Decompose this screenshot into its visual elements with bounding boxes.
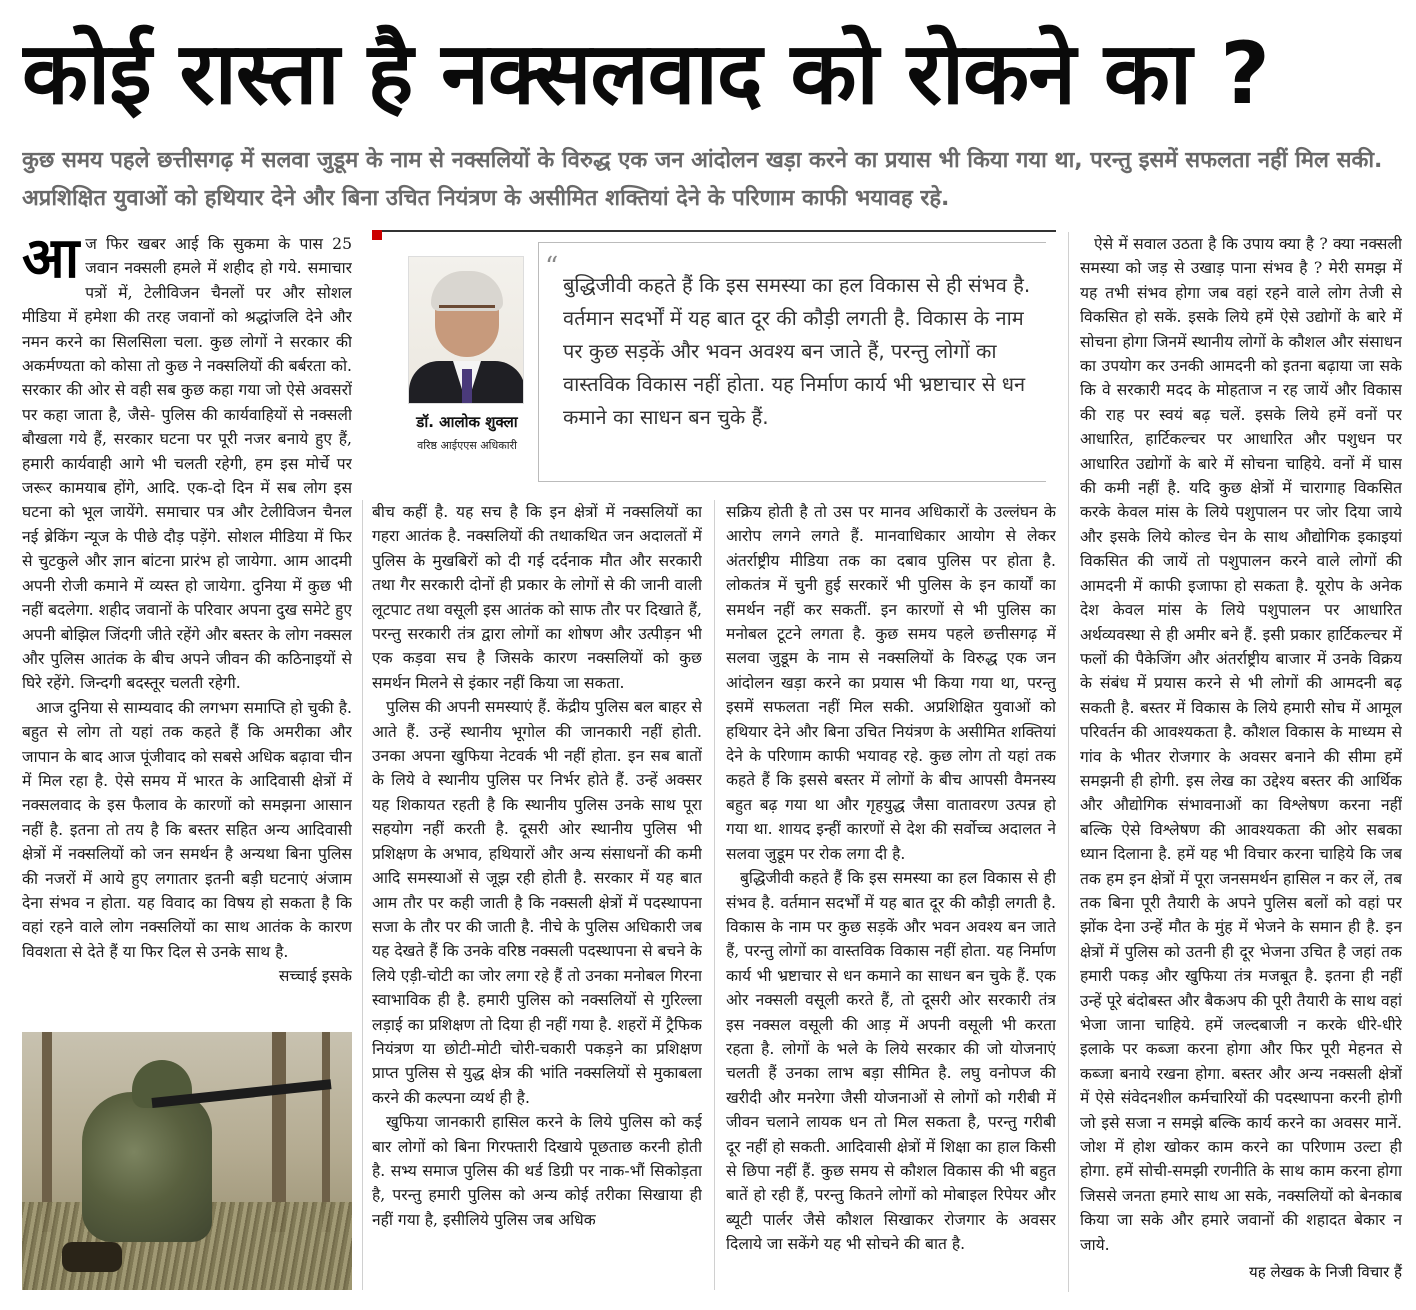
pull-quote-text: बुद्धिजीवी कहते हैं कि इस समस्या का हल विकास से ही संभव है. वर्तमान सदर्भों में यह बात दूर की कौड़ी लगती है. विकास के नाम पर कुछ सड़कें और भवन अवश्य बन जाते हैं, परन्तु लोगों का वास्तविक विकास नहीं होता. यह निर्माण कार्य भी भ्रष्टाचार से धन कमाने का साधन बन चुके हैं.: [563, 273, 1031, 429]
paragraph: खुफिया जानकारी हासिल करने के लिये पुलिस को कई बार लोगों को बिना गिरफ्तारी दिखाये पूछताछ करनी होती है. सभ्य समाज पुलिस की थर्ड डिग्री पर नाक-भौं सिकोड़ता है, परन्तु हमारी पुलिस को अन्य कोई तरीका सिखाया ही नहीं गया है, इसीलिये पुलिस जब अधिक: [372, 1113, 702, 1229]
paragraph: ऐसे में सवाल उठता है कि उपाय क्या है ? क्या नक्सली समस्या को जड़ से उखाड़ पाना संभव है ? मेरी समझ में यह तभी संभव होगा जब वहां रहने वाले लोग तेजी से विकसित हो सकें. इसके लिये हमें ऐसे उद्योगों के बारे में सोचना होगा जिनमें स्थानीय लोगों के कौशल और संसाधन का उपयोग कर उनकी आमदनी को इतना बढ़ाया जा सके कि वे सरकारी मदद के मोहताज न रह जायें और विकास की राह पर स्वयं बढ़ चलें. इसके लिये हमें वनों पर आधारित, हार्टिकल्चर पर आधारित और पशुधन पर आधारित उद्योगों के बारे में सोचना चाहिये. वनों में घास की कमी नहीं है. यदि कुछ क्षेत्रों में चारागाह विकसित करके केवल मांस के लिये पशुपालन पर जोर दिया जाये और इसके लिये कोल्ड चेन के साथ औद्योगिक इकाइयां विकसित की जायें तो पशुपालन करने वाले लोगों की आमदनी में काफी इजाफा हो सकता है. यूरोप के अनेक देश केवल मांस के लिये पशुपालन पर आधारित अर्थव्यवस्था से ही अमीर बने हैं. इसी प्रकार हार्टिकल्चर में फलों की पैकेजिंग और अंतर्राष्ट्रीय बाजार में उनके विक्रय के संबंध में प्रयास करने से भी लोगों की आमदनी बढ़ सकती है. बस्तर में विकास के लिये हमारी सोच में आमूल परिवर्तन की आवश्यकता है. कौशल विकास के माध्यम से गांव के भीतर रोजगार के अवसर बनाने की सीमा हमें समझनी ही होगी. इस लेख का उद्देश्य बस्तर की आर्थिक और औद्योगिक संभावनाओं का विश्लेषण करना नहीं बल्कि ऐसे विश्लेषण की आवश्यकता की ओर सबका ध्यान दिलाना है. हमें यह भी विचार करना चाहिये कि जब तक हम इन क्षेत्रों में पूरा जनसमर्थन हासिल न कर लें, तब तक बिना पूरी तैयारी के अपने पुलिस बलों को वहां पर झोंक देना उन्हें मौत के मुंह में भेजने के समान ही है. इन क्षेत्रों में पुलिस को उतनी ही दूर भेजना उचित है जहां तक हमारी पकड़ और खुफिया तंत्र मजबूत है. इतना ही नहीं उन्हें पूरे बंदोबस्त और बैकअप की पूरी तैयारी के साथ वहां भेजा जाना चाहिये. हमें जल्दबाजी न करके धीरे-धीरे इलाके पर कब्जा करना होगा और फिर पूरी मेहनत से कब्जा बनाये रखना होगा. बस्तर और अन्य नक्सली क्षेत्रों में ऐसे संवेदनशील कर्मचारियों की पदस्थापना करनी होगी जो इसे सजा न समझे बल्कि कार्य करने का अवसर मानें. जोश में होश खोकर काम करने का परिणाम उल्टा ही होगा. हमें सोची-समझी रणनीति के साथ काम करना होगा जिससे जनता हमारे साथ आ सके, नक्सलियों को बेनकाब किया जा सके और हमारे जवानों की शहादत बेकार न जाये.: [1080, 235, 1402, 1254]
column-divider: [362, 500, 363, 1290]
quote-icon: “: [545, 252, 559, 282]
disclaimer: यह लेखक के निजी विचार हैं: [1249, 1263, 1402, 1281]
pull-quote: [538, 242, 1046, 482]
article-column-3: [726, 500, 1056, 1290]
deck-summary: कुछ समय पहले छत्तीसगढ़ में सलवा जुडूम के नाम से नक्सलियों के विरुद्ध एक जन आंदोलन खड़ा करने का प्रयास भी किया गया था, परन्तु इसमें सफलता नहीं मिल सकी. अप्रशिक्षित युवाओं को हथियार देने और बिना उचित नियंत्रण के असीमित शक्तियां देने के परिणाम काफी भयावह रहे.: [22, 148, 1383, 211]
author-role: वरिष्ठ आईएएस अधिकारी: [417, 439, 517, 452]
paragraph: बुद्धिजीवी कहते हैं कि इस समस्या का हल विकास से ही संभव है. वर्तमान सदर्भों में यह बात दूर की कौड़ी लगती है. विकास के नाम पर कुछ सड़कें और भवन अवश्य बन जाते हैं, परन्तु लोगों का वास्तविक विकास नहीं होता. यह निर्माण कार्य भी भ्रष्टाचार से धन कमाने का साधन बन चुके हैं. एक ओर नक्सली वसूली करते हैं, तो दूसरी ओर सरकारी तंत्र इस नक्सल वसूली की आड़ में अपनी वसूली भी करता रहता है. लोगों के भले के लिये सरकार की जो योजनाएं चलती हैं उनका लाभ बड़ा सीमित है. लघु वनोपज की खरीदी और मनरेगा जैसी योजनाओं से लोगों को गरीबी में जीवन चलाने लायक धन तो मिल सकता है, परन्तु गरीबी दूर नहीं हो सकती. आदिवासी क्षेत्रों में शिक्षा का हाल किसी से छिपा नहीं हैं. कुछ समय से कौशल विकास की भी बहुत बातें हो रही हैं, परन्तु कितने लोगों को मोबाइल रिपेयर और ब्यूटी पार्लर जैसे कौशल सिखाकर रोजगार के अवसर दिलाये जा सकेंगे यह भी सोचने की बात है.: [726, 869, 1056, 1254]
author-photo: [408, 256, 524, 404]
paragraph-continued: सच्चाई इसके: [278, 967, 352, 986]
column-divider: [1068, 232, 1069, 1292]
column-divider: [714, 500, 715, 1290]
article-column-1: [22, 232, 352, 1024]
author-box: [372, 230, 1056, 490]
paragraph-text: ज फिर खबर आई कि सुकमा के पास 25 जवान नक्सली हमले में शहीद हो गये. समाचार पत्रों में, टेलीविजन चैनलों पर और सोशल मीडिया में हमेशा की तरह जवानों को श्रद्धांजलि देने और नमन करने का सिलसिला चला. कुछ लोगों ने सरकार की अकर्मण्यता को कोसा तो कुछ ने नक्सलियों की बर्बरता को. सरकार की ओर से वही सब कुछ कहा गया जो ऐसे अवसरों पर कहा जाता है, जैसे- पुलिस की कार्यवाहियों से नक्सली बौखला गये हैं, सरकार घटना पर पूरी नजर बनाये हुए हैं, हमारी कार्यवाही आगे भी चलती रहेगी, हम इस मोर्चे पर जरूर कामयाब होंगे, आदि. एक-दो दिन में सब लोग इस घटना को भूल जायेंगे. समाचार पत्र और टेलीविजन चैनल नई ब्रेकिंग न्यूज के पीछे दौड़ पड़ेंगे. सोशल मीडिया में फिर से चुटकुले और ज्ञान बांटना प्रारंभ हो जायेगा. आम आदमी अपनी रोजी कमाने में व्यस्त हो जायेगा. दुनिया में कुछ भी नहीं बदलेगा. शहीद जवानों के परिवार अपना दुख समेटे हुए अपनी बोझिल जिंदगी जीते रहेंगे और बस्तर के लोग नक्सल और पुलिस आतंक के बीच अपने जीवन की कठिनाइयों से घिरे रहेंगे. जिन्दगी बदस्तूर चलती रहेगी.: [22, 235, 352, 693]
drop-cap: आ: [22, 232, 80, 291]
headline: कोई रास्ता है नक्सलवाद को रोकने का ?: [22, 24, 1270, 124]
paragraph: पुलिस की अपनी समस्याएं हैं. केंद्रीय पुलिस बल बाहर से आते हैं. उन्हें स्थानीय भूगोल की जानकारी नहीं होती. उनका अपना खुफिया नेटवर्क भी नहीं होता. इन सब बातों के लिये वे स्थानीय पुलिस पर निर्भर होते हैं. उन्हें अक्सर यह शिकायत रहती है कि स्थानीय पुलिस उनके साथ पूरा सहयोग नहीं करती है. दूसरी ओर स्थानीय पुलिस भी प्रशिक्षण के अभाव, हथियारों और अन्य संसाधनों की कमी आदि समस्याओं से जूझ रही होती है. सरकार में यह बात आम तौर पर कही जाती है कि नक्सली क्षेत्रों में पदस्थापना सजा के तौर पर की जाती है. नीचे के पुलिस अधिकारी जब यह देखते हैं कि उनके वरिष्ठ नक्सली पदस्थापना से बचने के लिये एड़ी-चोटी का जोर लगा रहे हैं तो उनका मनोबल गिरना स्वाभाविक ही है. हमारी पुलिस को नक्सलियों से गुरिल्ला लड़ाई का प्रशिक्षण तो दिया ही नहीं गया है. शहरों में ट्रैफिक नियंत्रण या छोटी-मोटी चोरी-चकारी पकड़ने का प्रशिक्षण प्राप्त पुलिस से युद्ध क्षेत्र की भांति नक्सलियों से मुकाबला करने की कल्पना व्यर्थ ही है.: [372, 698, 702, 1107]
author-name: डॉ. आलोक शुक्ला: [416, 413, 518, 431]
corner-marker: [372, 230, 382, 240]
soldier-photo: [22, 1032, 352, 1290]
paragraph: [22, 232, 352, 696]
paragraph: सक्रिय होती है तो उस पर मानव अधिकारों के उल्लंघन के आरोप लगने लगते हैं. मानवाधिकार आयोग से लेकर अंतर्राष्ट्रीय मीडिया तक का दबाव पुलिस पर होता है. लोकतंत्र में चुनी हुई सरकारें भी पुलिस के इन कार्यों का समर्थन नहीं कर सकतीं. इन कारणों से भी पुलिस का मनोबल टूटने लगता है. कुछ समय पहले छत्तीसगढ़ में सलवा जुडूम के नाम से नक्सलियों के विरुद्ध एक जन आंदोलन खड़ा करने का प्रयास भी किया गया था, परन्तु इसमें सफलता नहीं मिल सकी. अप्रशिक्षित युवाओं को हथियार देने और बिना उचित नियंत्रण के असीमित शक्तियां देने के परिणाम काफी भयावह रहे. कुछ लोग तो यहां तक कहते हैं कि इससे बस्तर में लोगों के बीच आपसी वैमनस्य बहुत बढ़ गया था और गृहयुद्ध जैसा वातावरण उत्पन्न हो गया था. शायद इन्हीं कारणों से देश की सर्वोच्च अदालत ने सलवा जुडूम पर रोक लगा दी है.: [726, 503, 1056, 863]
paragraph: आज दुनिया से साम्यवाद की लगभग समाप्ति हो चुकी है. बहुत से लोग तो यहां तक कहते हैं कि अमरीका और जापान के बाद आज पूंजीवाद को सबसे अधिक बढ़ावा चीन में मिल रहा है. ऐसे समय में भारत के आदिवासी क्षेत्रों में नक्सलवाद के इस फैलाव के कारणों को समझना आसान नहीं है. इतना तो तय है कि बस्तर सहित अन्य आदिवासी क्षेत्रों में नक्सलियों को जन समर्थन है अन्यथा बिना पुलिस की नजरों में आये हुए लगातार इतनी बड़ी घटनाएं अंजाम देना संभव न होता. यह विवाद का विषय हो सकता है कि वहां रहने वाले लोग नक्सलियों का साथ आतंक के कारण विवशता से देते हैं या फिर दिल से उनके साथ है.: [22, 698, 352, 961]
paragraph: बीच कहीं है. यह सच है कि इन क्षेत्रों में नक्सलियों का गहरा आतंक है. नक्सलियों की तथाकथित जन अदालतों में पुलिस के मुखबिरों को दी गई दर्दनाक मौत और सरकारी तथा गैर सरकारी दोनों ही प्रकार के लोगों से की जानी वाली लूटपाट तथा वसूली इस आतंक को साफ तौर पर दिखाते हैं, परन्तु सरकारी तंत्र द्वारा लोगों का शोषण और उत्पीड़न भी एक कड़वा सच है जिसके कारण नक्सलियों को कुछ समर्थन मिलने से इंकार नहीं किया जा सकता.: [372, 503, 702, 692]
article-column-2: [372, 500, 702, 1290]
article-column-4: [1080, 232, 1402, 1254]
